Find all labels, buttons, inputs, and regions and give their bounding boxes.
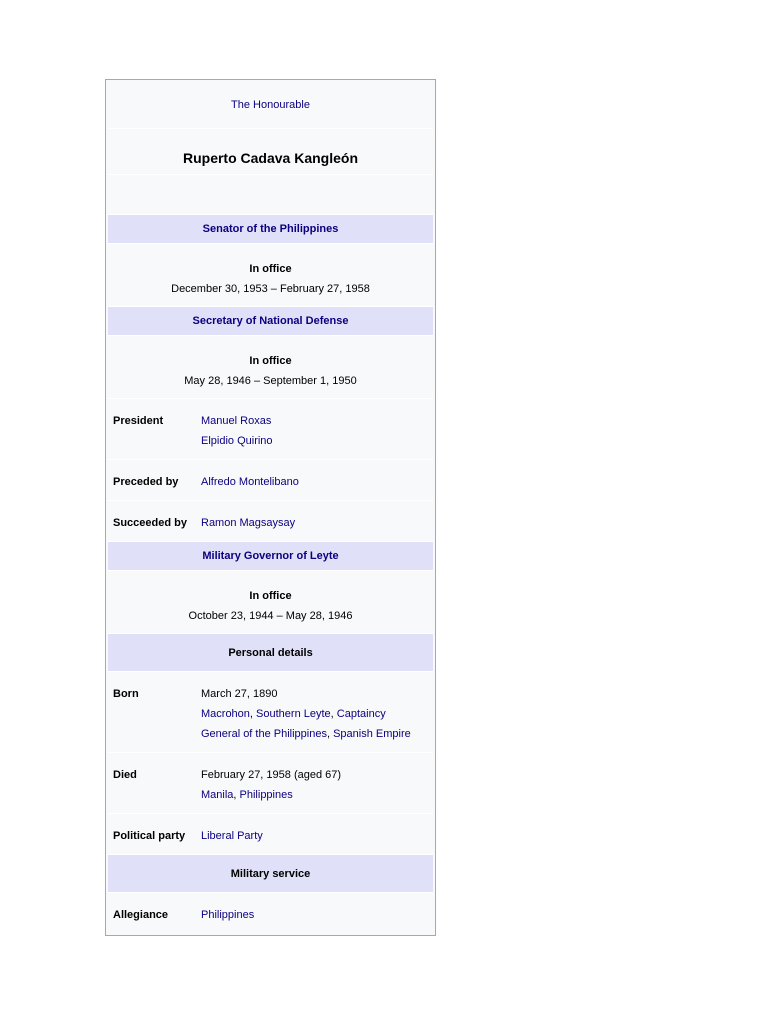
captaincy-link[interactable]: Captaincy xyxy=(336,708,386,720)
party-row xyxy=(108,814,433,855)
section-header-military xyxy=(108,855,433,893)
died-place xyxy=(201,785,433,805)
section-header-defense xyxy=(108,307,433,336)
section-header-senator xyxy=(108,215,433,244)
governor-office xyxy=(108,571,433,634)
philippines-link[interactable]: Philippines xyxy=(239,789,293,801)
defense-office xyxy=(108,336,433,399)
born-date: March 27, 1890 xyxy=(201,688,278,700)
infobox xyxy=(105,79,436,936)
captaincy-general-link[interactable]: General of the Philippines xyxy=(201,728,327,740)
in-office-label: In office xyxy=(249,590,292,602)
preceded-link[interactable]: Alfredo Montelibano xyxy=(201,476,299,488)
comma: , xyxy=(249,708,257,720)
senator-office xyxy=(108,244,433,307)
senator-link[interactable]: Senator of the Philippines xyxy=(202,223,339,235)
in-office-label: In office xyxy=(249,263,292,275)
comma: , xyxy=(330,708,337,720)
president-link-quirino[interactable]: Elpidio Quirino xyxy=(201,435,273,447)
office-dates: October 23, 1944 – May 28, 1946 xyxy=(188,610,353,622)
preceded-label: Preceded by xyxy=(113,476,179,488)
born-place-line1 xyxy=(201,704,433,724)
succeeded-link[interactable]: Ramon Magsaysay xyxy=(201,517,296,529)
allegiance-link[interactable]: Philippines xyxy=(201,909,255,921)
section-header-personal xyxy=(108,634,433,672)
president-row xyxy=(108,399,433,460)
died-label: Died xyxy=(113,769,137,781)
military-service-title: Military service xyxy=(230,868,311,880)
governor-link[interactable]: Military Governor of Leyte xyxy=(202,550,339,562)
defense-link[interactable]: Secretary of National Defense xyxy=(192,315,349,327)
honorific-link[interactable]: The Honourable xyxy=(231,99,310,111)
party-label: Political party xyxy=(113,830,186,842)
preceded-row xyxy=(108,460,433,501)
died-row xyxy=(108,753,433,814)
person-name: Ruperto Cadava Kangleón xyxy=(108,129,433,175)
image-placeholder xyxy=(108,175,433,215)
succeeded-label: Succeeded by xyxy=(113,517,187,529)
born-row xyxy=(108,672,433,753)
born-label: Born xyxy=(113,688,139,700)
in-office-label: In office xyxy=(249,355,292,367)
office-dates: May 28, 1946 – September 1, 1950 xyxy=(184,375,357,387)
manila-link[interactable]: Manila xyxy=(201,789,234,801)
macrohon-link[interactable]: Macrohon xyxy=(201,708,250,720)
born-place-line2 xyxy=(201,724,433,744)
president-link-roxas[interactable]: Manuel Roxas xyxy=(201,415,272,427)
section-header-governor xyxy=(108,542,433,571)
honorific-row xyxy=(108,83,433,129)
spanish-empire-link[interactable]: Spanish Empire xyxy=(333,728,411,740)
southern-leyte-link[interactable]: Southern Leyte xyxy=(256,708,331,720)
allegiance-row xyxy=(108,893,433,933)
liberal-party-link[interactable]: Liberal Party xyxy=(201,830,263,842)
died-date: February 27, 1958 (aged 67) xyxy=(201,769,342,781)
personal-details-title: Personal details xyxy=(228,647,313,659)
allegiance-label: Allegiance xyxy=(113,909,169,921)
office-dates: December 30, 1953 – February 27, 1958 xyxy=(171,283,370,295)
succeeded-row xyxy=(108,501,433,542)
president-label: President xyxy=(113,415,164,427)
comma: , xyxy=(233,789,240,801)
comma: , xyxy=(326,728,334,740)
